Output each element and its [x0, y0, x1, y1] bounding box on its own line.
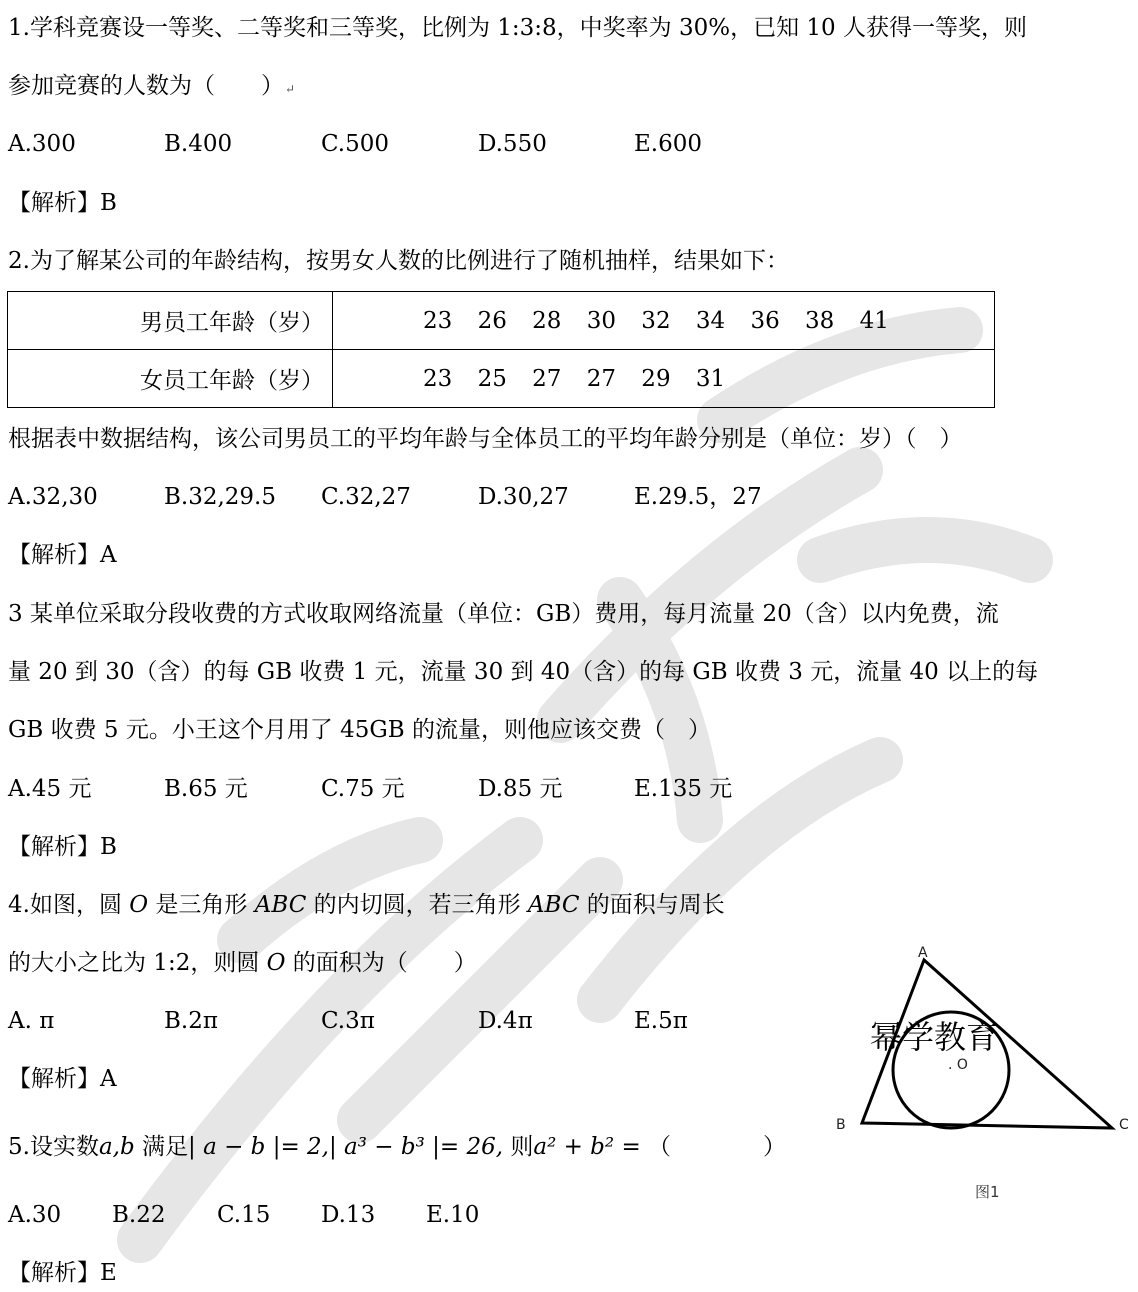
q5-option-e[interactable]: E.10	[426, 1202, 480, 1228]
q5-option-c[interactable]: C.15	[217, 1202, 271, 1228]
q5-option-a[interactable]: A.30	[8, 1202, 62, 1228]
q3-option-b[interactable]: B.65 元	[164, 776, 248, 802]
q1-stem-line1: 1.学科竞赛设一等奖、二等奖和三等奖，比例为 1:3:8，中奖率为 30%，已知 10 人获得一等奖，则	[8, 15, 1027, 41]
q2-option-c[interactable]: C.32,27	[321, 484, 411, 510]
q3-option-c[interactable]: C.75 元	[321, 776, 405, 802]
q2-answer: 【解析】A	[8, 542, 117, 568]
q4-option-e[interactable]: E.5π	[634, 1008, 688, 1034]
center-o-label: . O	[948, 1057, 968, 1073]
figure-caption: 图1	[975, 1183, 1000, 1201]
q5-answer: 【解析】E	[8, 1260, 117, 1286]
q2-option-a[interactable]: A.32,30	[8, 484, 98, 510]
q3-option-d[interactable]: D.85 元	[478, 776, 563, 802]
female-age-label: 女员工年龄（岁）	[8, 350, 333, 408]
q4-option-b[interactable]: B.2π	[164, 1008, 218, 1034]
female-age-values: 23 25 27 27 29 31	[333, 350, 995, 408]
table-row	[8, 292, 995, 350]
q1-option-a[interactable]: A.300	[8, 131, 76, 157]
q2-stem-line1: 2.为了解某公司的年龄结构，按男女人数的比例进行了随机抽样，结果如下：	[8, 248, 789, 274]
vertex-b-label: B	[836, 1117, 846, 1133]
q4-answer: 【解析】A	[8, 1066, 117, 1092]
q4-option-a[interactable]: A. π	[8, 1008, 55, 1034]
q1-stem-line2: 参加竞赛的人数为（ ）↵	[8, 73, 296, 99]
q1-option-b[interactable]: B.400	[164, 131, 233, 157]
q3-option-e[interactable]: E.135 元	[634, 776, 733, 802]
figure-overlay-text: 幂学教育	[870, 1018, 999, 1056]
q5-stem: 5.设实数a,b 满足| a − b |= 2,| a³ − b³ |= 26, 则a² + b² = （ ）	[8, 1134, 787, 1160]
q2-option-b[interactable]: B.32,29.5	[164, 484, 277, 510]
age-table	[7, 291, 995, 408]
q1-answer: 【解析】B	[8, 190, 117, 216]
q2-stem-line2: 根据表中数据结构，该公司男员工的平均年龄与全体员工的平均年龄分别是（单位：岁）（ ）	[8, 426, 963, 452]
q4-stem-line1: 4.如图，圆 O 是三角形 ABC 的内切圆，若三角形 ABC 的面积与周长	[8, 892, 725, 918]
q3-stem-line1: 3 某单位采取分段收费的方式收取网络流量（单位：GB）费用，每月流量 20（含）以内免费，流	[8, 601, 999, 627]
q5-option-d[interactable]: D.13	[321, 1202, 376, 1228]
q3-option-a[interactable]: A.45 元	[8, 776, 92, 802]
table-row	[8, 350, 995, 408]
q5-option-b[interactable]: B.22	[112, 1202, 166, 1228]
q1-option-c[interactable]: C.500	[321, 131, 389, 157]
q1-option-d[interactable]: D.550	[478, 131, 547, 157]
triangle-incircle-figure	[826, 938, 1138, 1208]
q2-option-d[interactable]: D.30,27	[478, 484, 569, 510]
q2-option-e[interactable]: E.29.5，27	[634, 484, 762, 510]
q1-option-e[interactable]: E.600	[634, 131, 703, 157]
vertex-a-label: A	[918, 945, 928, 961]
q3-stem-line2: 量 20 到 30（含）的每 GB 收费 1 元，流量 30 到 40（含）的每 GB 收费 3 元，流量 40 以上的每	[8, 659, 1039, 685]
vertex-c-label: C	[1119, 1117, 1129, 1133]
male-age-values: 23 26 28 30 32 34 36 38 41	[333, 292, 995, 350]
q3-answer: 【解析】B	[8, 834, 117, 860]
q4-option-c[interactable]: C.3π	[321, 1008, 375, 1034]
q3-stem-line3: GB 收费 5 元。小王这个月用了 45GB 的流量，则他应该交费（ ）	[8, 717, 712, 743]
male-age-label: 男员工年龄（岁）	[8, 292, 333, 350]
q4-stem-line2: 的大小之比为 1:2，则圆 O 的面积为（ ）	[8, 950, 477, 976]
q4-option-d[interactable]: D.4π	[478, 1008, 533, 1034]
